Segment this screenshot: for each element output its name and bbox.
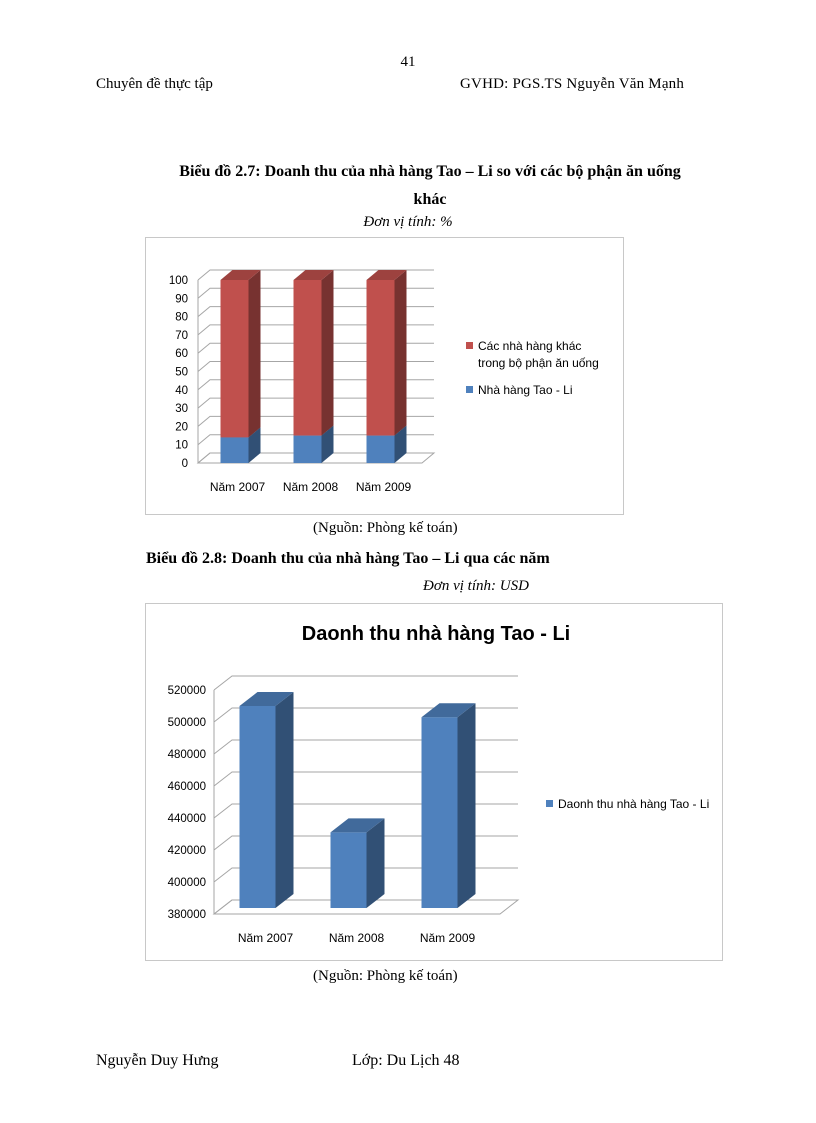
figure1-caption-line2: khác [413,191,447,208]
chart2-ytick-label: 400000 [167,877,206,889]
chart1-bar-s1-2-front [367,280,395,436]
chart1-bar-s1-2-side [395,270,407,436]
chart2-gridline [214,676,518,690]
chart1-ytick-label: 60 [175,348,188,361]
chart2-bar-2-front [422,717,458,908]
chart2-ytick-label: 380000 [167,909,206,921]
header-left: Chuyên đề thực tập [96,76,213,92]
chart1-category-label: Năm 2009 [355,480,412,494]
figure1-caption-line1: Biểu đồ 2.7: Doanh thu của nhà hàng Tao – Li so với các bộ phận ăn uống [179,163,681,180]
figure2-source: (Nguồn: Phòng kế toán) [313,968,458,984]
chart2-bar-0-side [276,692,294,908]
chart2-ytick-label: 520000 [167,685,206,697]
chart1-legend-label-taoli: Nhà hàng Tao - Li [478,383,573,397]
chart2-ytick-label: 480000 [167,749,206,761]
chart1-bar-s1-0-front [221,280,249,437]
chart2-ytick-label: 440000 [167,813,206,825]
chart1-bar-s0-0-front [221,437,249,463]
chart2 [146,604,722,960]
chart1-ytick-label: 50 [175,366,188,379]
chart1-bar-s0-2-front [367,436,395,463]
figure1-source: (Nguồn: Phòng kế toán) [313,520,458,536]
chart2-ytick-label: 500000 [167,717,206,729]
chart1-ytick-label: 40 [175,384,188,397]
chart1-ytick-label: 70 [175,329,188,342]
footer-author: Nguyễn Duy Hưng [96,1052,219,1069]
chart1 [146,238,623,514]
figure2-unit: Đơn vị tính: USD [423,578,529,594]
chart2-ytick-label: 460000 [167,781,206,793]
chart2-frame [145,603,723,961]
footer-class: Lớp: Du Lịch 48 [352,1052,460,1069]
page-number: 41 [400,54,416,70]
chart1-ytick-label: 20 [175,421,188,434]
chart1-frame [145,237,624,515]
chart2-bar-0-front [240,706,276,908]
chart1-ytick-label: 80 [175,311,188,324]
chart1-category-label: Năm 2008 [282,480,339,494]
chart2-category-label: Năm 2008 [328,931,385,945]
chart2-bar-2-side [458,703,476,908]
chart1-ytick-label: 30 [175,403,188,416]
chart2-ytick-label: 420000 [167,845,206,857]
chart1-ytick-label: 0 [181,458,188,470]
figure2-caption: Biểu đồ 2.8: Doanh thu của nhà hàng Tao – Li qua các năm [146,550,550,567]
chart1-legend-label-others-1: Các nhà hàng khác [478,339,582,353]
chart2-category-label: Năm 2009 [419,931,476,945]
chart1-legend-swatch-taoli [466,386,473,393]
chart1-bar-s1-1-side [322,270,334,436]
figure1-caption [150,158,710,214]
chart2-category-label: Năm 2007 [237,931,294,945]
chart1-ytick-label: 90 [175,293,188,306]
chart1-ytick-label: 10 [175,439,188,452]
chart2-title: Daonh thu nhà hàng Tao - Li [301,623,571,645]
chart1-bar-s1-0-side [249,270,261,437]
chart2-bar-1-side [367,818,385,908]
chart2-legend-swatch [546,800,553,807]
chart1-legend-label-others-2: trong bộ phận ăn uống [478,356,599,370]
chart1-legend-swatch-others [466,342,473,349]
chart1-bar-s1-1-front [294,280,322,436]
chart1-ytick-label: 100 [168,275,188,287]
chart1-category-label: Năm 2007 [209,480,266,494]
chart2-bar-1-front [331,832,367,908]
header-right: GVHD: PGS.TS Nguyễn Văn Mạnh [460,76,685,92]
figure1-unit: Đơn vị tính: % [363,214,453,230]
chart1-bar-s0-1-front [294,436,322,463]
chart2-legend-label: Daonh thu nhà hàng Tao - Li [558,797,710,811]
